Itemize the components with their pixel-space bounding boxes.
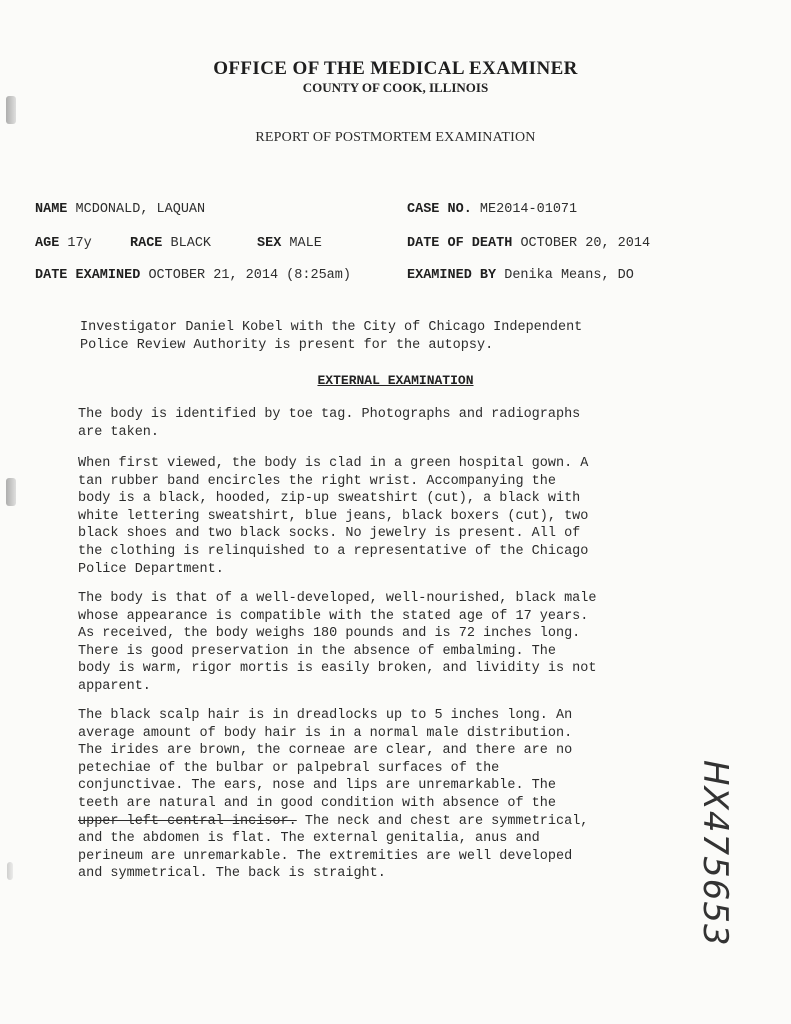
sex-field (257, 236, 322, 251)
examined-by-value: Denika Means, DO (504, 268, 634, 283)
text-line: conjunctivae. The ears, nose and lips are unremarkable. The (78, 778, 556, 794)
text-line: tan rubber band encircles the right wrist. Accompanying the (78, 473, 556, 489)
text-line: petechiae of the bulbar or palpebral surfaces of the (78, 760, 500, 776)
text-line: The body is that of a well-developed, well-nourished, black male (78, 591, 597, 606)
county-subtitle: COUNTY OF COOK, ILLINOIS (302, 80, 489, 95)
sex-value: MALE (289, 236, 322, 251)
text-line: average amount of body hair is in a normal male distribution. (78, 725, 573, 741)
text-line: whose appearance is compatible with the stated age of 17 years. (78, 608, 589, 624)
age-value: 17y (67, 236, 92, 251)
paragraph-clothing (78, 455, 698, 578)
text-line: white lettering sweatshirt, blue jeans, black boxers (cut), two (78, 508, 589, 524)
text-line: There is good preservation in the absence of embalming. The (78, 643, 556, 659)
case-value: ME2014-01071 (479, 202, 578, 217)
text-line: apparent. (78, 678, 151, 694)
punch-hole-mark (6, 96, 16, 124)
race-label: RACE (130, 236, 163, 251)
name-label: NAME (35, 202, 68, 217)
date-examined-field (35, 268, 351, 283)
age-field (35, 236, 92, 251)
date-of-death-field (407, 236, 650, 251)
date-of-death-value: OCTOBER 20, 2014 (520, 236, 651, 251)
text-line: The body is identified by toe tag. Photographs and radiographs (78, 407, 581, 422)
text-line: body is a black, hooded, zip-up sweatshirt (cut), a black with (78, 491, 581, 507)
date-examined-value: OCTOBER 21, 2014 (8:25am) (148, 268, 351, 283)
text-line (78, 813, 698, 831)
office-title: OFFICE OF THE MEDICAL EXAMINER (213, 58, 578, 79)
date-examined-label: DATE EXAMINED (35, 268, 141, 283)
text-line: and symmetrical. The back is straight. (78, 866, 386, 882)
race-value: BLACK (170, 236, 212, 251)
text-line: the clothing is relinquished to a representative of the Chicago (78, 543, 589, 559)
text-line: Police Review Authority is present for the autopsy. (80, 337, 494, 353)
punch-hole-mark (7, 862, 13, 880)
case-field (407, 202, 577, 217)
race-field (130, 236, 211, 251)
punch-hole-mark (6, 478, 16, 506)
text-line: When first viewed, the body is clad in a green hospital gown. A (78, 456, 589, 471)
intro-paragraph (80, 319, 700, 354)
name-value: MCDONALD, LAQUAN (75, 202, 206, 217)
text-line: are taken. (78, 424, 160, 440)
struck-text: upper left central incisor. (78, 813, 297, 829)
text-line: and the abdomen is flat. The external genitalia, anus and (78, 831, 540, 847)
report-title: REPORT OF POSTMORTEM EXAMINATION (255, 130, 536, 145)
text-line: perineum are unremarkable. The extremities are well developed (78, 848, 573, 864)
text-line: teeth are natural and in good condition with absence of the (78, 795, 556, 811)
text-line: body is warm, rigor mortis is easily broken, and lividity is not (78, 661, 597, 677)
case-label: CASE NO. (407, 202, 472, 217)
sex-label: SEX (257, 236, 282, 251)
text-line: The irides are brown, the corneae are clear, and there are no (78, 743, 573, 759)
text-line: Police Department. (78, 561, 224, 577)
name-field (35, 202, 205, 217)
examined-by-label: EXAMINED BY (407, 268, 497, 283)
text-line: Investigator Daniel Kobel with the City of Chicago Independent (80, 320, 583, 335)
examined-by-field (407, 268, 634, 283)
age-label: AGE (35, 236, 60, 251)
section-heading (0, 373, 791, 388)
text-line: As received, the body weighs 180 pounds and is 72 inches long. (78, 626, 581, 642)
text-fragment: The neck and chest are symmetrical, (296, 813, 589, 829)
text-line: The black scalp hair is in dreadlocks up to 5 inches long. An (78, 708, 573, 723)
paragraph-head-features (78, 707, 698, 883)
paragraph-identification (78, 406, 698, 441)
date-of-death-label: DATE OF DEATH (407, 236, 513, 251)
text-line: black shoes and two black socks. No jewelry is present. All of (78, 526, 581, 542)
paragraph-body-description (78, 590, 698, 696)
bates-number-handwritten: HX475653 (695, 760, 735, 947)
section-title: EXTERNAL EXAMINATION (317, 373, 474, 388)
